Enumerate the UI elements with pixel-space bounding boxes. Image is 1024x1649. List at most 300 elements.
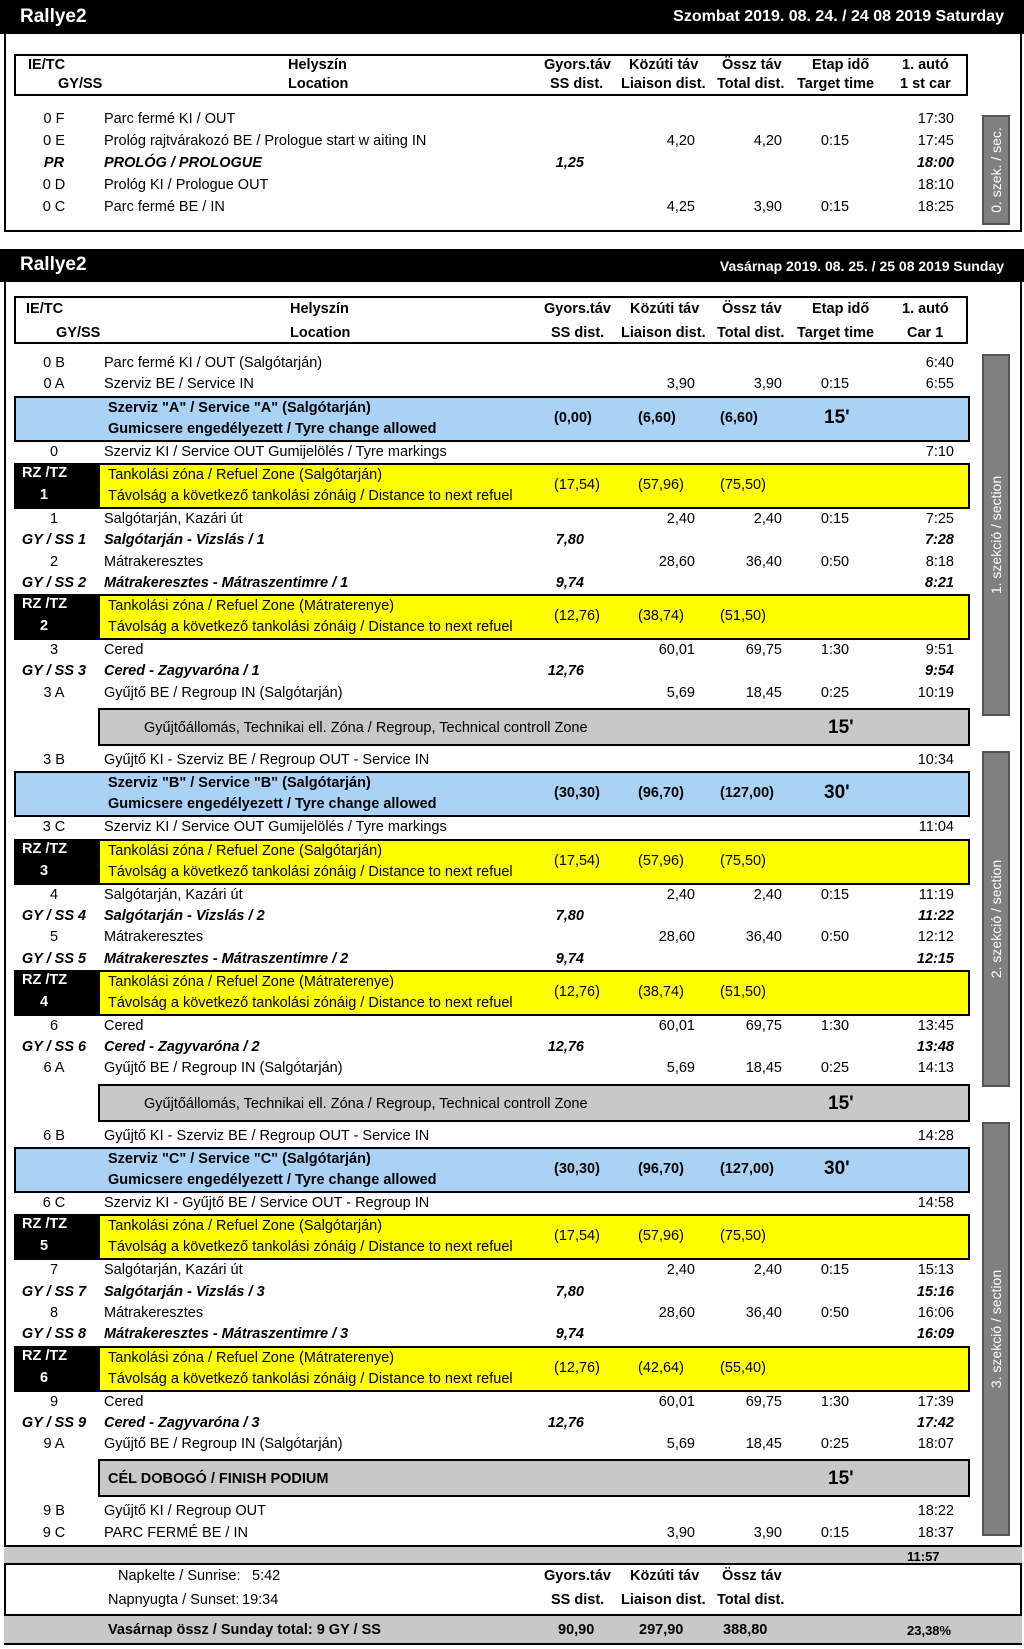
refuel-zone-tag	[14, 1214, 100, 1260]
refuel-distance-label: Távolság a következő tankolási zónáig / Distance to next refuel	[108, 619, 513, 636]
refuel-ss-distance: (12,76)	[554, 983, 600, 1000]
sunday-total-ss: 90,90	[558, 1622, 595, 1638]
location: Gyűjtő BE / Regroup IN (Salgótarján)	[104, 684, 343, 701]
liaison-distance: 2,40	[666, 886, 695, 903]
refuel-total-distance: (75,50)	[720, 1228, 766, 1245]
control-code: GY / SS 2	[21, 574, 87, 591]
total-distance: 69,75	[745, 1393, 782, 1410]
sunday-total-total: 388,80	[723, 1622, 768, 1638]
col-tc: IE/TC	[28, 57, 66, 73]
control-code: 6	[49, 1017, 59, 1034]
location: PROLÓG / PROLOGUE	[104, 155, 262, 171]
refuel-liaison-distance: (38,74)	[638, 608, 684, 625]
refuel-zone-label: Tankolási zóna / Refuel Zone (Mátraterenye)	[108, 973, 395, 990]
location: Salgótarján - Vizslás / 3	[104, 1283, 265, 1300]
special-stage-row	[14, 572, 972, 594]
first-car-time: 14:58	[917, 1195, 954, 1211]
liaison-distance: 60,01	[658, 1393, 695, 1410]
location: Prológ KI / Prologue OUT	[104, 177, 269, 193]
refuel-total-distance: (75,50)	[720, 476, 766, 493]
col-ss-dist: Gyors.táv	[544, 301, 611, 317]
saturday-date: Szombat 2019. 08. 24. / 24 08 2019 Saturday	[673, 8, 1004, 25]
first-car-time: 10:34	[917, 752, 954, 768]
target-time: 0:25	[820, 1436, 850, 1453]
location: Szerviz KI - Gyűjtő BE / Service OUT - Regroup IN	[104, 1195, 430, 1211]
first-car-time: 18:00	[916, 155, 954, 171]
first-car-time: 6:40	[925, 355, 954, 371]
first-car-time: 12:12	[917, 929, 954, 946]
schedule-row	[14, 551, 972, 573]
special-stage-row	[14, 905, 972, 927]
control-code: 3 A	[43, 684, 65, 701]
sunset-time: 19:34	[242, 1592, 279, 1608]
rally-title: Rallye2	[20, 254, 87, 275]
service-ss-distance: (30,30)	[554, 785, 600, 802]
schedule-row	[14, 352, 972, 374]
control-code: 8	[49, 1304, 59, 1321]
schedule-row	[14, 1302, 972, 1324]
location: Gyűjtő KI / Regroup OUT	[104, 1503, 266, 1520]
total-distance: 3,90	[753, 376, 782, 393]
location: Mátrakeresztes	[104, 553, 204, 570]
control-code: 6 A	[43, 1060, 65, 1077]
location: Cered	[104, 1017, 144, 1034]
location: Gyűjtő BE / Regroup IN (Salgótarján)	[104, 1436, 343, 1453]
refuel-ss-distance: (12,76)	[554, 608, 600, 625]
regroup-label: Gyűjtőállomás, Technikai ell. Zóna / Regroup, Technical controll Zone	[144, 1095, 588, 1112]
total-time-bar	[4, 1545, 1022, 1565]
refuel-total-distance: (75,50)	[720, 852, 766, 869]
control-code: 2	[49, 553, 59, 570]
refuel-distance-label: Távolság a következő tankolási zónáig / Distance to next refuel	[108, 994, 513, 1011]
control-code: 6 C	[42, 1195, 66, 1211]
control-code: 0 A	[43, 376, 65, 393]
saturday-header	[0, 0, 1024, 34]
ss-distance: 7,80	[555, 532, 584, 549]
total-distance: 18,45	[745, 1436, 782, 1453]
location: Szerviz KI / Service OUT Gumijelölés / Tyre markings	[104, 443, 447, 460]
service-time: 30'	[824, 1158, 850, 1179]
refuel-band	[98, 463, 970, 509]
col-liaison: Közúti táv	[630, 301, 700, 317]
rally-title: Rallye2	[20, 6, 87, 27]
refuel-liaison-distance: (57,96)	[638, 1228, 684, 1245]
total-ss-header: Gyors.táv	[544, 1568, 611, 1584]
control-code: 9	[49, 1393, 59, 1410]
liaison-distance: 2,40	[666, 1262, 695, 1279]
service-liaison-distance: (6,60)	[638, 409, 676, 426]
col-liaison: Közúti táv	[629, 57, 699, 73]
col-ss: GY/SS	[58, 76, 103, 92]
refuel-zone-tag	[14, 463, 100, 509]
schedule-row	[14, 152, 972, 174]
refuel-distance-label: Távolság a következő tankolási zónáig / Distance to next refuel	[108, 1370, 513, 1387]
liaison-distance: 5,69	[666, 1436, 695, 1453]
sunday-header	[0, 249, 1024, 282]
refuel-total-distance: (51,50)	[720, 608, 766, 625]
target-time: 1:30	[820, 1393, 850, 1410]
total-distance: 4,20	[753, 133, 782, 149]
refuel-zone-label: Tankolási zóna / Refuel Zone (Salgótarján)	[108, 466, 383, 483]
ss-distance: 12,76	[547, 1414, 584, 1431]
control-code: GY / SS 8	[21, 1326, 87, 1343]
refuel-zone-tag	[14, 839, 100, 885]
col-car-en: 1 st car	[900, 76, 951, 92]
col-car: 1. autó	[902, 57, 949, 73]
location: Cered - Zagyvaróna / 2	[104, 1039, 260, 1056]
first-car-time: 18:10	[917, 177, 954, 193]
ss-distance: 9,74	[555, 1326, 584, 1343]
col-target: Etap idő	[812, 57, 870, 73]
location: Gyűjtő BE / Regroup IN (Salgótarján)	[104, 1060, 343, 1077]
refuel-zone-tag	[14, 970, 100, 1016]
total-distance: 3,90	[753, 1524, 782, 1541]
regroup-time: 15'	[828, 717, 854, 738]
schedule-row	[14, 1522, 972, 1544]
refuel-zone-label: Tankolási zóna / Refuel Zone (Salgótarján)	[108, 842, 383, 859]
control-code: 9 A	[43, 1436, 65, 1453]
col-total-en: Total dist.	[717, 76, 785, 92]
target-time: 0:15	[820, 1524, 850, 1541]
total-time: 11:57	[907, 1549, 940, 1564]
first-car-time: 10:19	[917, 684, 954, 701]
location: Parc fermé BE / IN	[104, 199, 225, 215]
section-1-tab: 1. szekció / section	[982, 354, 1010, 716]
refuel-zone-tag	[14, 1346, 100, 1392]
schedule-row	[14, 816, 972, 838]
liaison-distance: 5,69	[666, 684, 695, 701]
control-code: 0 B	[43, 355, 65, 371]
special-stage-row	[14, 660, 972, 682]
target-time: 1:30	[820, 642, 850, 659]
col-target: Etap idő	[812, 301, 870, 317]
service-band	[14, 396, 970, 442]
location: Cered - Zagyvaróna / 1	[104, 663, 260, 680]
location: Cered - Zagyvaróna / 3	[104, 1414, 260, 1431]
control-code: PR	[43, 155, 65, 171]
refuel-band	[98, 594, 970, 640]
refuel-ss-distance: (12,76)	[554, 1359, 600, 1376]
sunrise-label: Napkelte / Sunrise:	[118, 1568, 241, 1584]
col-location-en: Location	[290, 325, 351, 341]
total-distance: 2,40	[753, 1262, 782, 1279]
target-time: 0:15	[820, 199, 850, 215]
refuel-zone-code: RZ /TZ	[22, 1216, 68, 1233]
control-code: 1	[49, 510, 59, 527]
schedule-row	[14, 884, 972, 906]
target-time: 1:30	[820, 1017, 850, 1034]
control-code: 0 D	[42, 177, 66, 193]
ss-distance: 12,76	[547, 1039, 584, 1056]
tyre-change-label: Gumicsere engedélyezett / Tyre change allowed	[108, 420, 437, 437]
location: Gyűjtő KI - Szerviz BE / Regroup OUT - Service IN	[104, 1127, 430, 1144]
col-car: 1. autó	[902, 301, 949, 317]
special-stage-row	[14, 529, 972, 551]
target-time: 0:50	[820, 553, 850, 570]
location: Salgótarján - Vizslás / 1	[104, 532, 265, 549]
service-label: Szerviz "A" / Service "A" (Salgótarján)	[108, 399, 371, 416]
service-label: Szerviz "B" / Service "B" (Salgótarján)	[108, 775, 371, 792]
liaison-distance: 2,40	[666, 510, 695, 527]
refuel-zone-code: RZ /TZ	[22, 1347, 68, 1364]
location: Parc fermé KI / OUT	[104, 111, 236, 127]
location: Prológ rajtvárakozó BE / Prologue start w aiting IN	[104, 133, 427, 149]
refuel-liaison-distance: (42,64)	[638, 1359, 684, 1376]
location: Cered	[104, 642, 144, 659]
first-car-time: 17:42	[916, 1414, 954, 1431]
control-code: 0	[49, 443, 59, 460]
first-car-time: 11:04	[918, 819, 954, 836]
location: Salgótarján, Kazári út	[104, 510, 243, 527]
sunset-label: Napnyugta / Sunset:	[108, 1592, 240, 1608]
service-liaison-distance: (96,70)	[638, 1161, 684, 1177]
schedule-row	[14, 1391, 972, 1413]
ss-distance: 12,76	[547, 663, 584, 680]
first-car-time: 9:54	[924, 663, 954, 680]
col-ss-dist: Gyors.táv	[544, 57, 611, 73]
schedule-row	[14, 1015, 972, 1037]
liaison-distance: 5,69	[666, 1060, 695, 1077]
control-code: 4	[49, 886, 59, 903]
control-code: GY / SS 7	[21, 1283, 87, 1300]
ss-distance: 1,25	[555, 155, 584, 171]
tyre-change-label: Gumicsere engedélyezett / Tyre change allowed	[108, 1172, 437, 1188]
first-car-time: 15:13	[917, 1262, 954, 1279]
ss-distance: 7,80	[555, 907, 584, 924]
total-distance: 18,45	[745, 1060, 782, 1077]
control-code: 7	[49, 1262, 59, 1279]
schedule-row	[14, 749, 972, 771]
col-car-en: Car 1	[907, 325, 944, 341]
first-car-time: 13:45	[917, 1017, 954, 1034]
col-ss: GY/SS	[56, 325, 101, 341]
location: Mátrakeresztes - Mátraszentimre / 2	[104, 950, 349, 967]
schedule-row	[14, 1500, 972, 1522]
first-car-time: 7:25	[925, 510, 954, 527]
target-time: 0:50	[820, 1304, 850, 1321]
location: Gyűjtő KI - Szerviz BE / Regroup OUT - Service IN	[104, 752, 430, 768]
control-code: GY / SS 4	[21, 907, 87, 924]
first-car-time: 15:16	[916, 1283, 954, 1300]
schedule-row	[14, 373, 972, 395]
first-car-time: 8:21	[924, 574, 954, 591]
service-band	[14, 1147, 970, 1193]
refuel-zone-label: Tankolási zóna / Refuel Zone (Mátraterenye)	[108, 598, 395, 615]
section-2-tab: 2. szekció / section	[982, 751, 1010, 1087]
control-code: GY / SS 6	[21, 1039, 87, 1056]
schedule-row	[14, 926, 972, 948]
location: Szerviz BE / Service IN	[104, 376, 254, 393]
total-distance: 18,45	[745, 684, 782, 701]
control-code: 5	[49, 929, 59, 946]
col-target-en: Target time	[797, 325, 875, 341]
col-ss-dist-en: SS dist.	[551, 325, 605, 341]
schedule-row	[14, 1433, 972, 1455]
service-ss-distance: (30,30)	[554, 1161, 600, 1177]
control-code: 0 E	[43, 133, 65, 149]
refuel-zone-tag	[14, 594, 100, 640]
schedule-row	[14, 174, 972, 196]
total-distance: 36,40	[745, 553, 782, 570]
location: Mátrakeresztes	[104, 1304, 204, 1321]
first-car-time: 18:07	[917, 1436, 954, 1453]
first-car-time: 7:10	[925, 443, 954, 460]
target-time: 0:15	[820, 133, 850, 149]
refuel-zone-number: 5	[40, 1238, 49, 1255]
sunrise-time: 5:42	[252, 1568, 281, 1584]
first-car-time: 17:30	[917, 111, 954, 127]
control-code: 6 B	[43, 1127, 65, 1144]
location: Szerviz KI / Service OUT Gumijelölés / Tyre markings	[104, 819, 447, 836]
control-code: 0 F	[43, 111, 65, 127]
service-total-distance: (127,00)	[720, 785, 775, 802]
service-total-distance: (6,60)	[720, 409, 758, 426]
liaison-distance: 3,90	[666, 1524, 695, 1541]
refuel-zone-number: 1	[40, 486, 49, 503]
col-location: Helyszín	[290, 301, 349, 317]
col-location-en: Location	[288, 76, 349, 92]
location: Salgótarján - Vizslás / 2	[104, 907, 265, 924]
location: Mátrakeresztes - Mátraszentimre / 1	[104, 574, 349, 591]
service-time: 15'	[824, 406, 850, 428]
control-code: 0 C	[42, 199, 66, 215]
liaison-distance: 28,60	[658, 1304, 695, 1321]
section-0-tab: 0. szek. / sec.	[982, 115, 1010, 225]
location: Mátrakeresztes	[104, 929, 204, 946]
schedule-row	[14, 108, 972, 130]
liaison-distance: 4,25	[666, 199, 695, 215]
control-code: 9 B	[43, 1503, 65, 1520]
total-distance: 2,40	[753, 510, 782, 527]
first-car-time: 18:25	[917, 199, 954, 215]
control-code: 3 C	[42, 819, 66, 836]
first-car-time: 17:45	[917, 133, 954, 149]
tyre-change-label: Gumicsere engedélyezett / Tyre change allowed	[108, 796, 437, 813]
first-car-time: 14:28	[917, 1127, 954, 1144]
schedule-row	[14, 508, 972, 530]
col-total-en: Total dist.	[717, 325, 785, 341]
schedule-row	[14, 1125, 972, 1147]
control-code: GY / SS 1	[21, 532, 87, 549]
sunday-total-percent: 23,38%	[907, 1623, 952, 1638]
service-time: 30'	[824, 782, 850, 804]
sunday-total-liaison: 297,90	[639, 1622, 684, 1638]
target-time: 0:50	[820, 929, 850, 946]
regroup-band	[98, 708, 970, 746]
first-car-time: 16:06	[917, 1304, 954, 1321]
first-car-time: 7:28	[924, 532, 954, 549]
refuel-zone-code: RZ /TZ	[22, 840, 68, 857]
target-time: 0:15	[820, 510, 850, 527]
refuel-total-distance: (51,50)	[720, 983, 766, 1000]
location: Salgótarján, Kazári út	[104, 1262, 243, 1279]
refuel-zone-code: RZ /TZ	[22, 596, 68, 613]
refuel-zone-code: RZ /TZ	[22, 464, 68, 481]
refuel-zone-code: RZ /TZ	[22, 971, 68, 988]
col-liaison-en: Liaison dist.	[621, 76, 706, 92]
regroup-band	[98, 1459, 970, 1497]
control-code: GY / SS 5	[21, 950, 87, 967]
regroup-band	[98, 1084, 970, 1122]
service-ss-distance: (0,00)	[554, 409, 592, 426]
col-total: Össz táv	[722, 57, 782, 73]
total-distance: 69,75	[745, 642, 782, 659]
col-ss-dist-en: SS dist.	[550, 76, 604, 92]
target-time: 0:15	[820, 1262, 850, 1279]
special-stage-row	[14, 948, 972, 970]
control-code: 3	[49, 642, 59, 659]
service-total-distance: (127,00)	[720, 1161, 775, 1177]
location: Parc fermé KI / OUT (Salgótarján)	[104, 355, 323, 371]
control-code: GY / SS 9	[21, 1414, 87, 1431]
liaison-distance: 28,60	[658, 553, 695, 570]
regroup-label: Gyűjtőállomás, Technikai ell. Zóna / Regroup, Technical controll Zone	[144, 720, 588, 736]
location: Cered	[104, 1393, 144, 1410]
target-time: 0:25	[820, 684, 850, 701]
target-time: 0:15	[820, 376, 850, 393]
control-code: 3 B	[43, 752, 65, 768]
col-location: Helyszín	[288, 57, 347, 73]
liaison-distance: 4,20	[666, 133, 695, 149]
schedule-row	[14, 1259, 972, 1281]
sunday-date: Vasárnap 2019. 08. 25. / 25 08 2019 Sunday	[719, 258, 1004, 274]
target-time: 0:15	[820, 886, 850, 903]
first-car-time: 11:19	[918, 886, 954, 903]
liaison-distance: 28,60	[658, 929, 695, 946]
special-stage-row	[14, 1036, 972, 1058]
first-car-time: 16:09	[916, 1326, 954, 1343]
total-liaison-header-en: Liaison dist.	[621, 1592, 706, 1608]
refuel-zone-number: 6	[40, 1369, 49, 1386]
control-code: GY / SS 3	[21, 663, 87, 680]
first-car-time: 18:37	[917, 1524, 954, 1541]
refuel-liaison-distance: (57,96)	[638, 476, 684, 493]
refuel-band	[98, 970, 970, 1016]
refuel-ss-distance: (17,54)	[554, 476, 600, 493]
target-time: 0:25	[820, 1060, 850, 1077]
location: Mátrakeresztes - Mátraszentimre / 3	[104, 1326, 349, 1343]
ss-distance: 7,80	[555, 1283, 584, 1300]
total-total-header: Össz táv	[722, 1568, 782, 1584]
liaison-distance: 60,01	[658, 1017, 695, 1034]
refuel-band	[98, 1346, 970, 1392]
first-car-time: 12:15	[916, 950, 954, 967]
sunday-total-bar	[4, 1614, 1022, 1645]
refuel-ss-distance: (17,54)	[554, 852, 600, 869]
liaison-distance: 3,90	[666, 376, 695, 393]
schedule-row	[14, 1057, 972, 1079]
schedule-row	[14, 682, 972, 704]
location: PARC FERMÉ BE / IN	[104, 1524, 248, 1541]
ss-distance: 9,74	[555, 574, 584, 591]
refuel-total-distance: (55,40)	[720, 1359, 766, 1376]
schedule-row	[14, 441, 972, 463]
special-stage-row	[14, 1412, 972, 1434]
refuel-liaison-distance: (57,96)	[638, 852, 684, 869]
first-car-time: 18:22	[917, 1503, 954, 1520]
refuel-liaison-distance: (38,74)	[638, 983, 684, 1000]
regroup-time: 15'	[828, 1092, 854, 1114]
refuel-zone-label: Tankolási zóna / Refuel Zone (Salgótarján)	[108, 1218, 383, 1235]
first-car-time: 6:55	[925, 376, 954, 393]
col-tc: IE/TC	[26, 301, 64, 317]
refuel-distance-label: Távolság a következő tankolási zónáig / Distance to next refuel	[108, 487, 513, 504]
schedule-row	[14, 1192, 972, 1214]
liaison-distance: 60,01	[658, 642, 695, 659]
col-target-en: Target time	[797, 76, 875, 92]
total-distance: 2,40	[753, 886, 782, 903]
total-distance: 36,40	[745, 1304, 782, 1321]
